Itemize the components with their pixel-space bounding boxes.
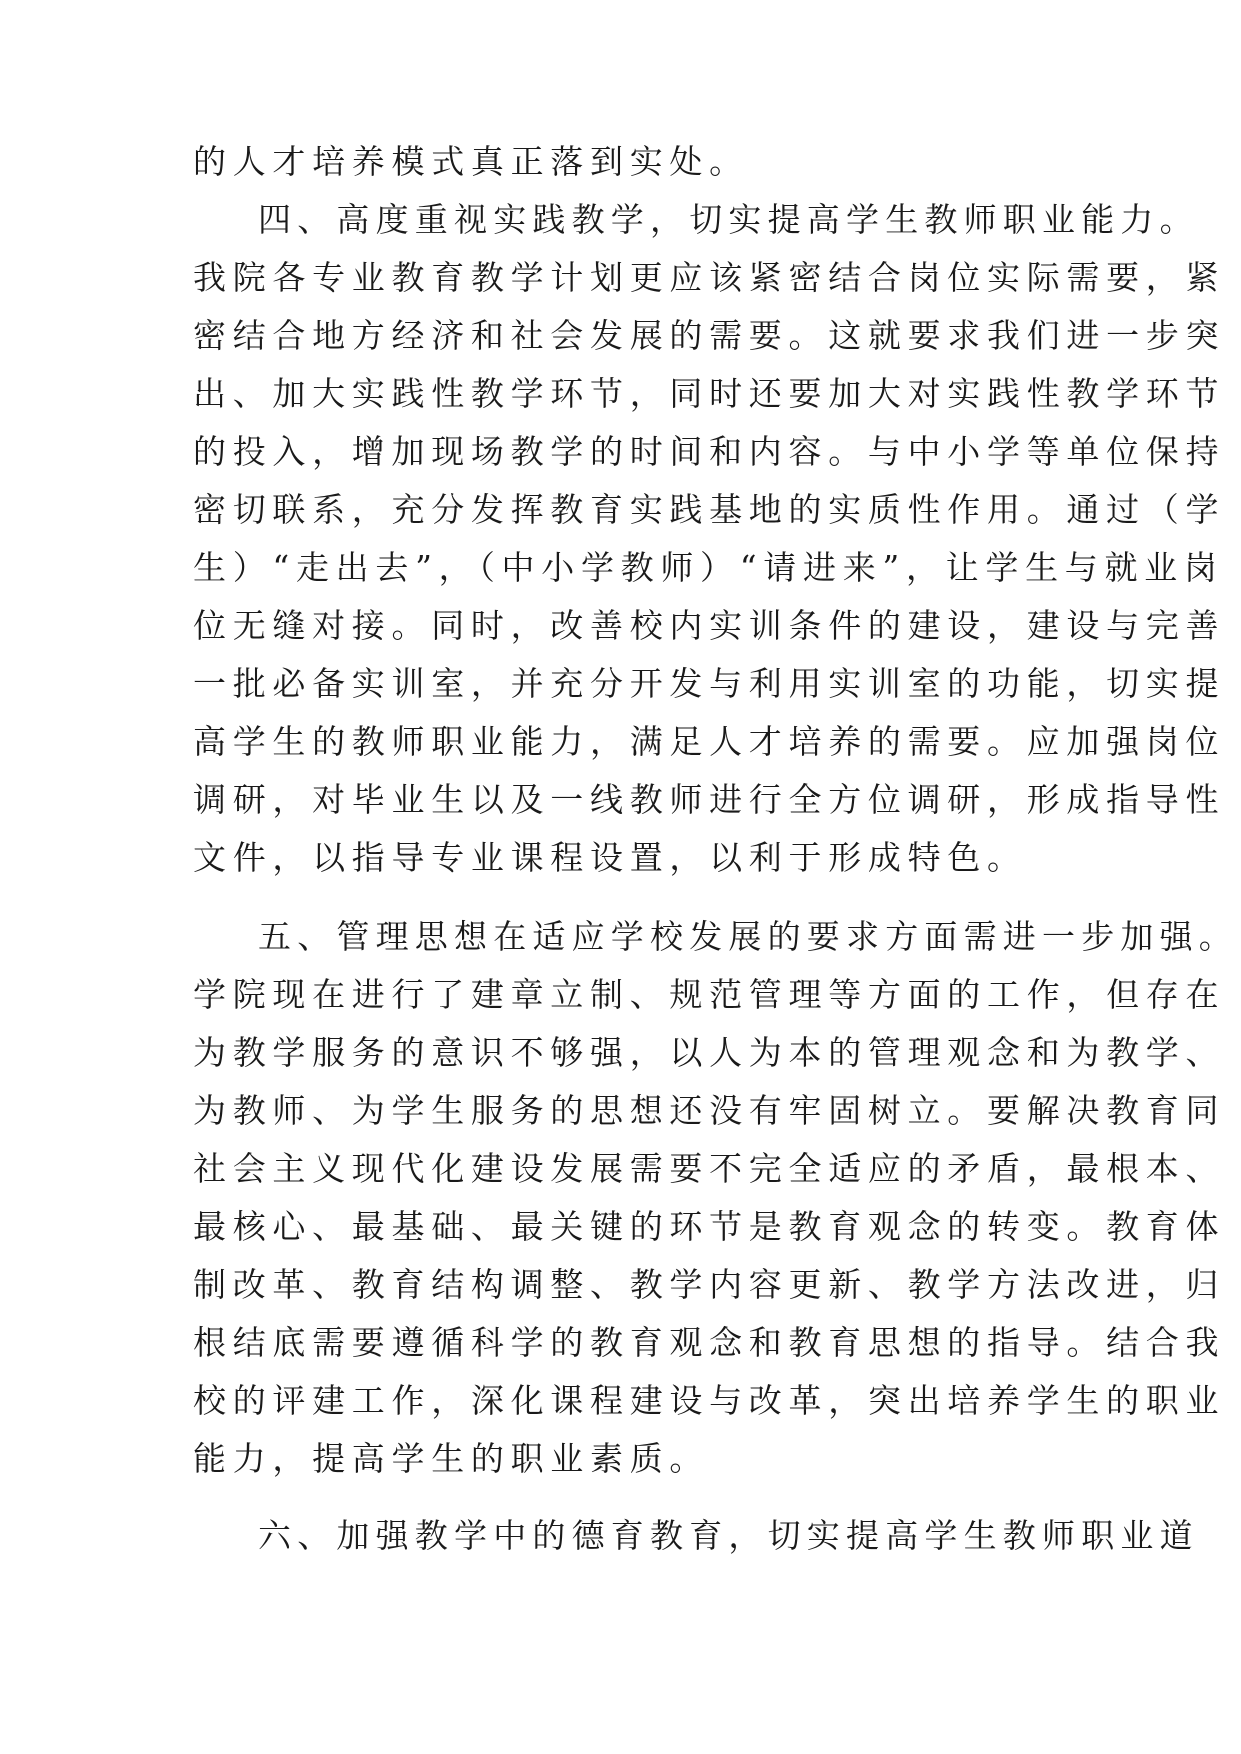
text-line: 根结底需要遵循科学的教育观念和教育思想的指导。结合我 (193, 1323, 1226, 1362)
text-line: 为教师、为学生服务的思想还没有牢固树立。要解决教育同 (193, 1091, 1226, 1130)
text-line: 出、加大实践性教学环节，同时还要加大对实践性教学环节 (193, 374, 1226, 413)
text-line: 高学生的教师职业能力，满足人才培养的需要。应加强岗位 (193, 722, 1226, 761)
text-line: 能力，提高学生的职业素质。 (193, 1439, 710, 1478)
text-line: 制改革、教育结构调整、教学内容更新、教学方法改进，归 (193, 1265, 1226, 1304)
text-line: 我院各专业教育教学计划更应该紧密结合岗位实际需要，紧 (193, 258, 1226, 297)
text-line: 文件，以指导专业课程设置，以利于形成特色。 (193, 838, 1027, 877)
text-line: 生）“走出去”，（中小学教师）“请进来”，让学生与就业岗 (193, 548, 1224, 587)
section-heading-4: 四、高度重视实践教学，切实提高学生教师职业能力。 (258, 200, 1199, 239)
text-line: 学院现在进行了建章立制、规范管理等方面的工作，但存在 (193, 975, 1226, 1014)
text-line: 为教学服务的意识不够强，以人为本的管理观念和为教学、 (193, 1033, 1226, 1072)
text-line: 校的评建工作，深化课程建设与改革，突出培养学生的职业 (193, 1381, 1226, 1420)
section-heading-5: 五、管理思想在适应学校发展的要求方面需进一步加强。 (258, 917, 1238, 956)
text-line: 的人才培养模式真正落到实处。 (193, 142, 749, 181)
text-line: 一批必备实训室，并充分开发与利用实训室的功能，切实提 (193, 664, 1226, 703)
text-line: 位无缝对接。同时，改善校内实训条件的建设，建设与完善 (193, 606, 1226, 645)
text-line: 的投入，增加现场教学的时间和内容。与中小学等单位保持 (193, 432, 1226, 471)
text-line: 密结合地方经济和社会发展的需要。这就要求我们进一步突 (193, 316, 1226, 355)
text-line: 社会主义现代化建设发展需要不完全适应的矛盾，最根本、 (193, 1149, 1226, 1188)
text-line: 调研，对毕业生以及一线教师进行全方位调研，形成指导性 (193, 780, 1226, 819)
text-line: 最核心、最基础、最关键的环节是教育观念的转变。教育体 (193, 1207, 1226, 1246)
section-heading-6: 六、加强教学中的德育教育，切实提高学生教师职业道 (258, 1516, 1199, 1555)
text-line: 密切联系，充分发挥教育实践基地的实质性作用。通过（学 (193, 490, 1226, 529)
